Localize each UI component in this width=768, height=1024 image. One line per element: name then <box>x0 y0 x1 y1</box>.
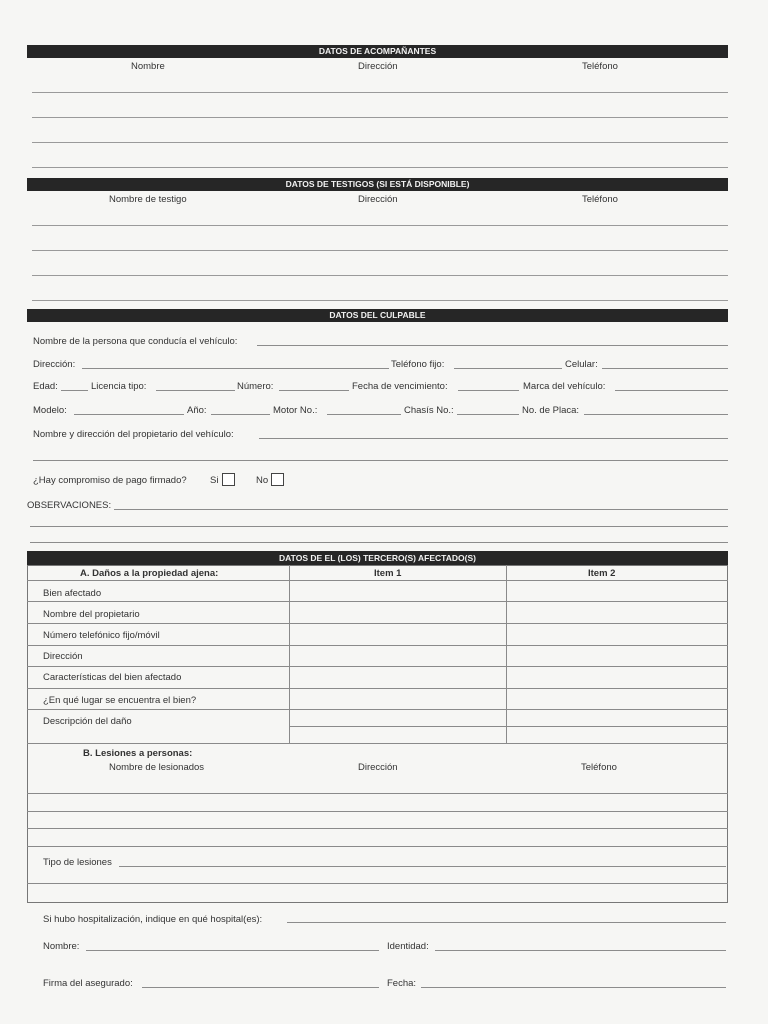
table-row-divider <box>27 580 728 581</box>
year-field[interactable] <box>211 414 270 415</box>
observations-line[interactable] <box>30 526 728 527</box>
owner-field[interactable] <box>259 438 728 439</box>
engine-number-label: Motor No.: <box>273 405 318 416</box>
injured-line[interactable] <box>27 811 728 812</box>
companions-col-name: Nombre <box>131 61 165 72</box>
yes-checkbox[interactable] <box>222 473 235 486</box>
injured-line[interactable] <box>27 883 728 884</box>
table-row-divider <box>27 623 728 624</box>
observations-line[interactable] <box>30 542 728 543</box>
license-number-label: Número: <box>237 381 274 392</box>
vehicle-brand-field[interactable] <box>615 390 728 391</box>
landline-field[interactable] <box>454 368 562 369</box>
observations-label: OBSERVACIONES: <box>27 500 112 511</box>
item1-header: Item 1 <box>374 568 402 579</box>
driver-name-label: Nombre de la persona que conducía el vehículo: <box>33 336 238 347</box>
table-column-divider <box>289 565 290 743</box>
table-row-divider <box>27 688 728 689</box>
chassis-number-label: Chasís No.: <box>404 405 454 416</box>
id-field[interactable] <box>435 950 726 951</box>
row-address: Dirección <box>43 651 83 662</box>
table-column-divider <box>506 565 507 743</box>
name-label: Nombre: <box>43 941 80 952</box>
injury-type-field[interactable] <box>119 866 726 867</box>
mobile-label: Celular: <box>565 359 598 370</box>
plate-number-label: No. de Placa: <box>522 405 580 416</box>
row-phone: Número telefónico fijo/móvil <box>43 630 160 641</box>
companion-line[interactable] <box>32 117 728 118</box>
driver-name-field[interactable] <box>257 345 728 346</box>
mobile-field[interactable] <box>602 368 728 369</box>
witness-line[interactable] <box>32 225 728 226</box>
witness-line[interactable] <box>32 250 728 251</box>
address-label: Dirección: <box>33 359 76 370</box>
table-row-divider <box>27 709 728 710</box>
signature-label: Firma del asegurado: <box>43 978 133 989</box>
third-parties-section-header: DATOS DE EL (LOS) TERCERO(S) AFECTADO(S) <box>27 551 728 565</box>
culprit-section-header: DATOS DEL CULPABLE <box>27 309 728 322</box>
hospital-field[interactable] <box>287 922 726 923</box>
injured-line[interactable] <box>27 793 728 794</box>
injuries-title: B. Lesiones a personas: <box>83 748 193 759</box>
plate-number-field[interactable] <box>584 414 728 415</box>
age-label: Edad: <box>33 381 58 392</box>
witness-line[interactable] <box>32 300 728 301</box>
chassis-number-field[interactable] <box>457 414 519 415</box>
table-row-divider <box>27 743 728 744</box>
row-asset-characteristics: Características del bien afectado <box>43 672 182 683</box>
property-damage-title: A. Daños a la propiedad ajena: <box>80 568 219 579</box>
engine-number-field[interactable] <box>327 414 401 415</box>
injured-line[interactable] <box>27 846 728 847</box>
model-field[interactable] <box>74 414 184 415</box>
companions-section-header: DATOS DE ACOMPAÑANTES <box>27 45 728 58</box>
signature-field[interactable] <box>142 987 379 988</box>
row-asset-location: ¿En qué lugar se encuentra el bien? <box>43 695 197 706</box>
injuries-col-phone: Teléfono <box>581 762 617 773</box>
table-row-divider <box>27 601 728 602</box>
table-row-divider <box>27 645 728 646</box>
license-type-field[interactable] <box>156 390 235 391</box>
age-field[interactable] <box>61 390 88 391</box>
license-type-label: Licencia tipo: <box>91 381 147 392</box>
year-label: Año: <box>187 405 207 416</box>
injury-type-label: Tipo de lesiones <box>43 857 112 868</box>
date-field[interactable] <box>421 987 726 988</box>
witnesses-section-header: DATOS DE TESTIGOS (SI ESTÁ DISPONIBLE) <box>27 178 728 191</box>
companions-col-address: Dirección <box>358 61 398 72</box>
name-field[interactable] <box>86 950 379 951</box>
model-label: Modelo: <box>33 405 67 416</box>
item2-header: Item 2 <box>588 568 616 579</box>
payment-commitment-label: ¿Hay compromiso de pago firmado? <box>33 475 187 486</box>
license-number-field[interactable] <box>279 390 349 391</box>
companion-line[interactable] <box>32 92 728 93</box>
hospital-label: Si hubo hospitalización, indique en qué hospital(es): <box>43 914 263 925</box>
companion-line[interactable] <box>32 167 728 168</box>
row-damage-description: Descripción del daño <box>43 716 132 727</box>
table-row-divider <box>289 726 728 727</box>
injuries-col-address: Dirección <box>358 762 398 773</box>
witness-line[interactable] <box>32 275 728 276</box>
witnesses-col-address: Dirección <box>358 194 398 205</box>
expiry-date-label: Fecha de vencimiento: <box>352 381 448 392</box>
no-checkbox[interactable] <box>271 473 284 486</box>
witnesses-col-name: Nombre de testigo <box>109 194 187 205</box>
companion-line[interactable] <box>32 142 728 143</box>
table-row-divider <box>27 666 728 667</box>
yes-label: Si <box>210 475 219 486</box>
row-owner-name: Nombre del propietario <box>43 609 140 620</box>
owner-field-continued[interactable] <box>33 460 728 461</box>
row-affected-asset: Bien afectado <box>43 588 102 599</box>
observations-field[interactable] <box>114 509 728 510</box>
witnesses-col-phone: Teléfono <box>582 194 618 205</box>
landline-label: Teléfono fijo: <box>391 359 445 370</box>
no-label: No <box>256 475 269 486</box>
date-label: Fecha: <box>387 978 417 989</box>
owner-label: Nombre y dirección del propietario del vehículo: <box>33 429 234 440</box>
injured-line[interactable] <box>27 828 728 829</box>
vehicle-brand-label: Marca del vehículo: <box>523 381 606 392</box>
id-label: Identidad: <box>387 941 429 952</box>
address-field[interactable] <box>82 368 389 369</box>
injuries-col-name: Nombre de lesionados <box>109 762 205 773</box>
expiry-date-field[interactable] <box>458 390 519 391</box>
companions-col-phone: Teléfono <box>582 61 618 72</box>
